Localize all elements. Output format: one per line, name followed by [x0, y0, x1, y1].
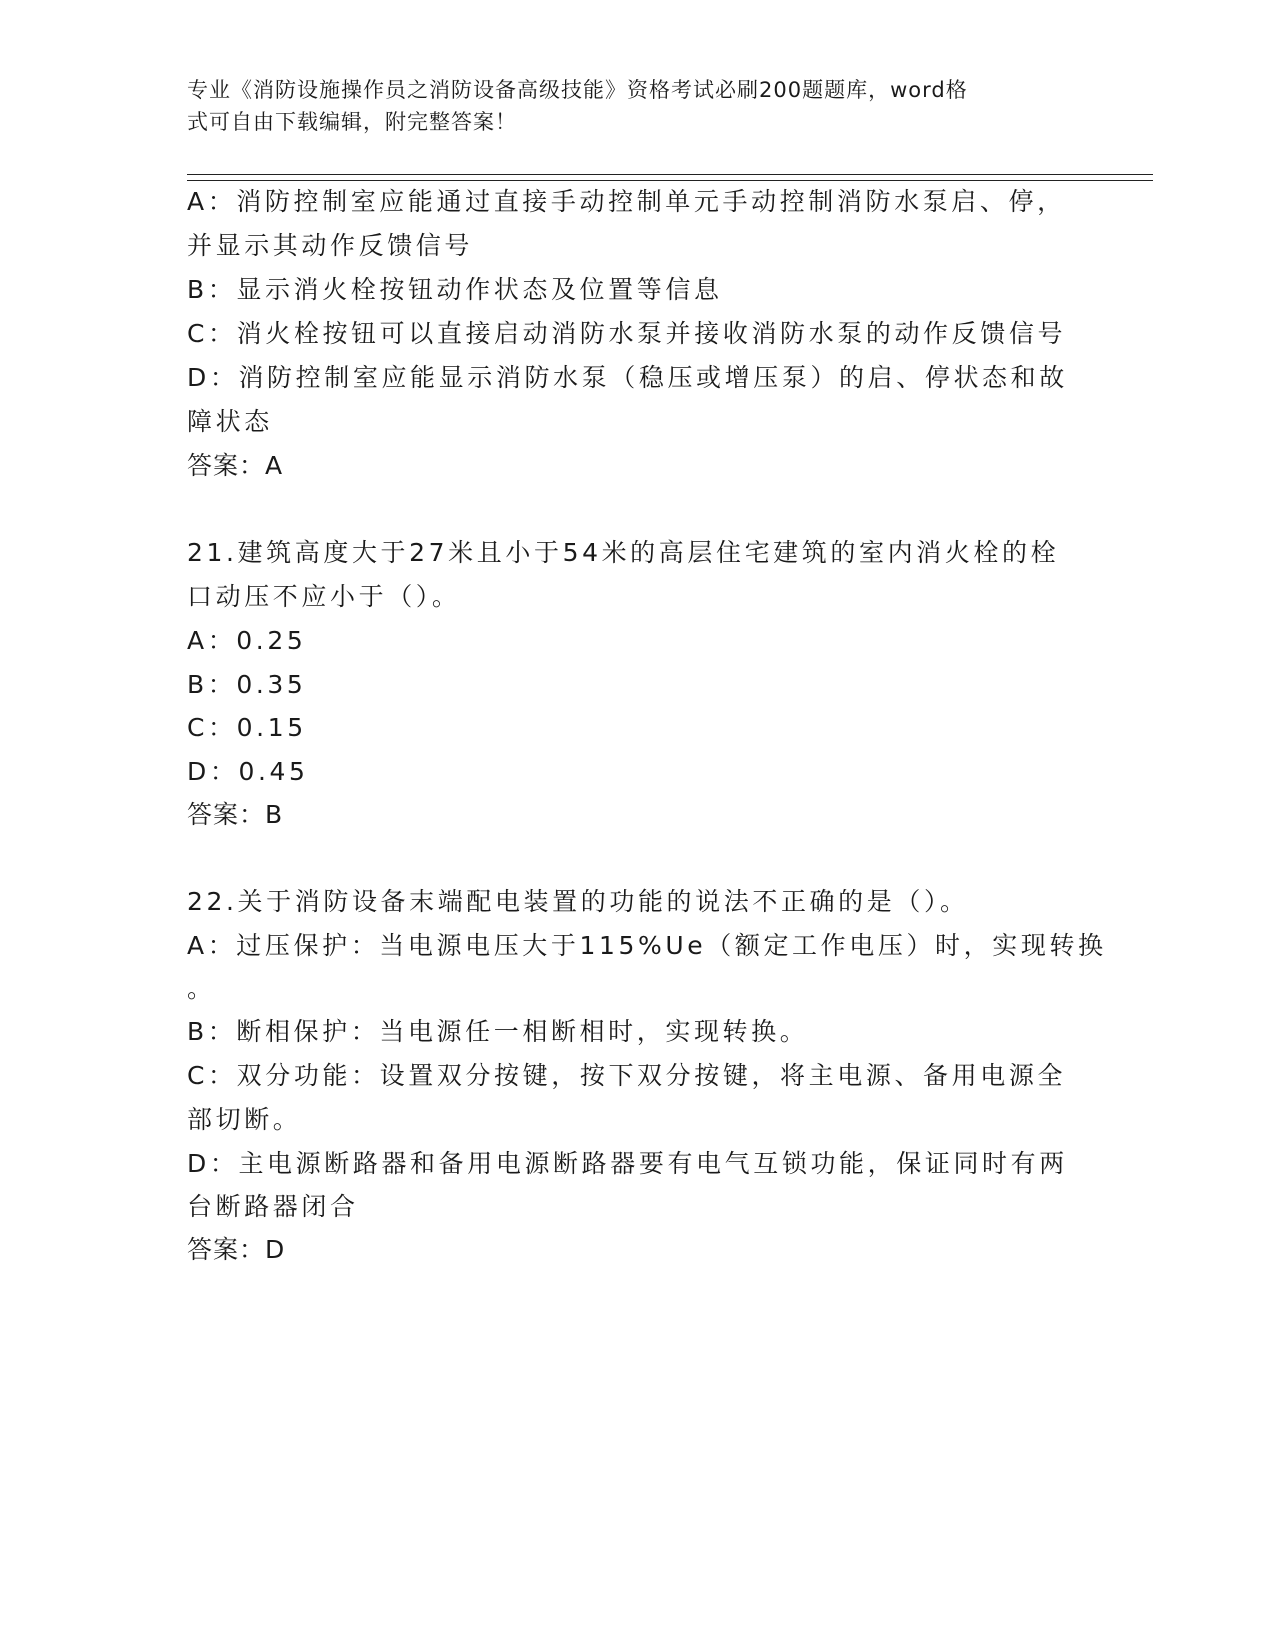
q22-option-d-line-1: D：主电源断路器和备用电源断路器要有电气互锁功能，保证同时有两 — [187, 1149, 1068, 1178]
q21-option-c: C：0.15 — [187, 713, 307, 742]
prev-option-d-line-1: D：消防控制室应能显示消防水泵（稳压或增压泵）的启、停状态和故 — [187, 363, 1068, 392]
q22-answer — [187, 1234, 284, 1266]
q22-option-d-line-2: 台断路器闭合 — [187, 1192, 359, 1221]
q22-option-a-line-1: A：过压保护：当电源电压大于115%Ue（额定工作电压）时，实现转换 — [187, 931, 1107, 960]
header-rule-bottom — [187, 180, 1153, 181]
document-header — [187, 74, 1067, 138]
q21-answer — [187, 799, 282, 831]
answer-value: D — [265, 1235, 285, 1264]
header-rule-top — [187, 174, 1153, 175]
q22-option-c-line-1: C：双分功能：设置双分按键，按下双分按键，将主电源、备用电源全 — [187, 1061, 1067, 1090]
q21-option-a: A：0.25 — [187, 626, 307, 655]
q22-stem: 22.关于消防设备末端配电装置的功能的说法不正确的是（）。 — [187, 887, 969, 916]
prev-option-d-line-2: 障状态 — [187, 407, 273, 436]
answer-label: 答案： — [187, 451, 266, 480]
q22-option-a-line-2: 。 — [187, 974, 216, 1003]
q22-option-b: B：断相保护：当电源任一相断相时，实现转换。 — [187, 1017, 809, 1046]
q22-option-c-line-2: 部切断。 — [187, 1105, 302, 1134]
answer-label: 答案： — [187, 1235, 266, 1264]
prev-option-a-line-1: A：消防控制室应能通过直接手动控制单元手动控制消防水泵启、停， — [187, 187, 1066, 216]
answer-label: 答案： — [187, 800, 266, 829]
prev-option-b: B：显示消火栓按钮动作状态及位置等信息 — [187, 275, 723, 304]
q21-option-b: B：0.35 — [187, 670, 307, 699]
header-line-2: 式可自由下载编辑，附完整答案！ — [187, 110, 517, 134]
prev-answer — [187, 450, 282, 482]
q21-stem-line-1: 21.建筑高度大于27米且小于54米的高层住宅建筑的室内消火栓的栓 — [187, 538, 1060, 567]
q21-option-d: D：0.45 — [187, 757, 309, 786]
header-line-1: 专业《消防设施操作员之消防设备高级技能》资格考试必刷200题题库，word格 — [187, 78, 968, 102]
prev-option-c: C：消火栓按钮可以直接启动消防水泵并接收消防水泵的动作反馈信号 — [187, 319, 1067, 348]
answer-value: A — [265, 451, 283, 480]
answer-value: B — [265, 800, 283, 829]
q21-stem-line-2: 口动压不应小于（）。 — [187, 582, 461, 611]
prev-option-a-line-2: 并显示其动作反馈信号 — [187, 231, 474, 260]
